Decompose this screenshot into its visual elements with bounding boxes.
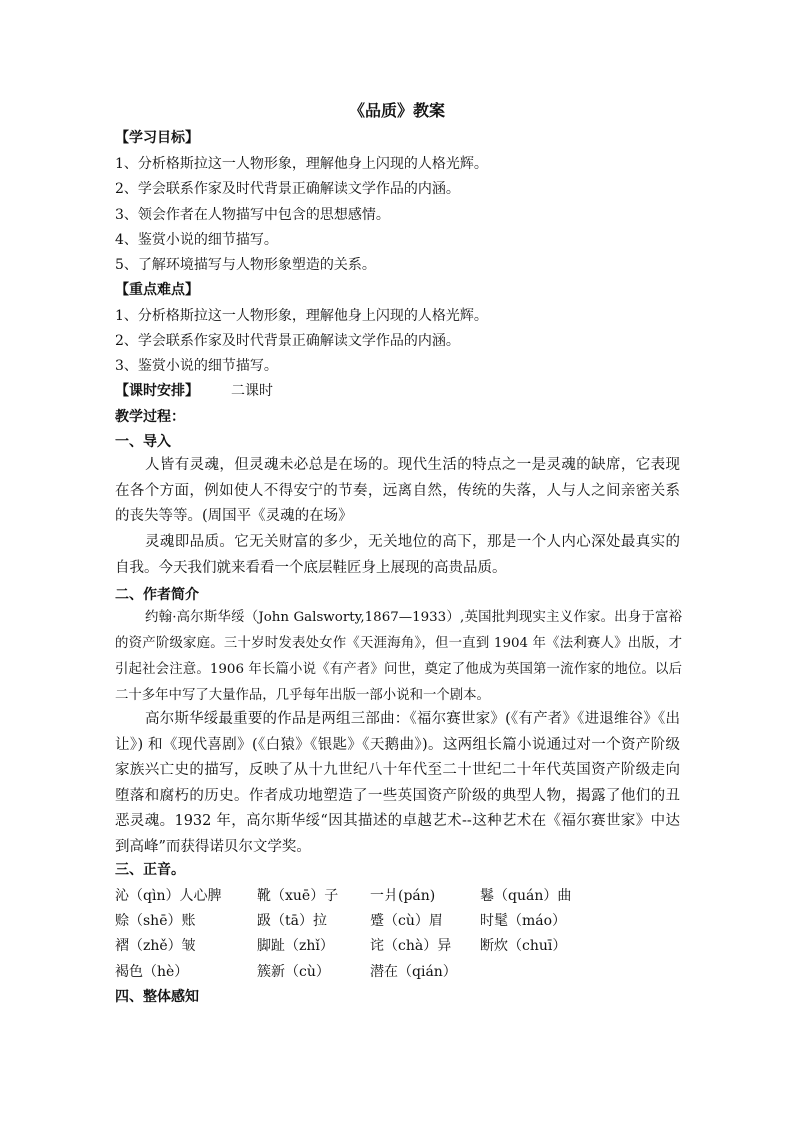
objective-item: 5、了解环境描写与人物形象塑造的关系。 [115, 257, 376, 273]
schedule-line [115, 381, 685, 401]
key-point-item: 1、分析格斯拉这一人物形象，理解他身上闪现的人格光辉。 [115, 308, 488, 324]
pronunciation-item: 簇新（cù） [257, 964, 330, 980]
section-heading-intro: 一、导入 [115, 434, 171, 450]
pronunciation-item: 赊（shē）账 [115, 913, 196, 929]
objectives-heading: 【学习目标】 [115, 130, 199, 146]
key-point-item: 2、学会联系作家及时代背景正确解读文学作品的内涵。 [115, 333, 460, 349]
pronunciation-item: 褐色（hè） [115, 964, 189, 980]
page-title: 《品质》教案 [348, 101, 445, 120]
pronunciation-item: 蹙（cù）眉 [370, 913, 443, 929]
author-paragraph: 约翰·高尔斯华绥（John Galsworty,1867—1933）,英国批判现实主义作家。出身于富裕的资产阶级家庭。三十岁时发表处女作《天涯海角》，但一直到 1904 年《法利赛人》出版，才引起社会注意。1906 年长篇小说《有产者》问世，奠定了他成为英国第一流作家的地位。以后二十多年中写了大量作品，几乎每年出版一部小说和一个剧本。 [115, 610, 682, 703]
pronunciation-item: 断炊（chuī） [480, 938, 567, 954]
schedule-heading: 【课时安排】 [115, 383, 199, 399]
objective-item: 2、学会联系作家及时代背景正确解读文学作品的内涵。 [115, 181, 460, 197]
pronunciation-item: 褶（zhě）皱 [115, 938, 196, 954]
author-paragraph: 高尔斯华绥最重要的作品是两组三部曲：《福尔赛世家》(《有产者》《进退维谷》《出让》) 和《现代喜剧》(《白猿》《银匙》《天鹅曲》)。这两组长篇小说通过对一个资产阶级家族兴亡史的描写，反映了从十九世纪八十年代至二十世纪二十年代英国资产阶级走向堕落和腐朽的历史。作者成功地塑造了一些英国资产阶级的典型人物，揭露了他们的丑恶灵魂。1932 年，高尔斯华绥“因其描述的卓越艺术--这种艺术在《福尔赛世家》中达到高峰”而获得诺贝尔文学奖。 [115, 711, 680, 855]
objective-item: 1、分析格斯拉这一人物形象，理解他身上闪现的人格光辉。 [115, 156, 488, 172]
schedule-value: 二课时 [231, 383, 273, 399]
intro-paragraph: 人皆有灵魂，但灵魂未必总是在场的。现代生活的特点之一是灵魂的缺席，它表现在各个方面，例如使人不得安宁的节奏，远离自然，传统的失落，人与人之间亲密关系的丧失等等。(周国平《灵魂的在场》 [115, 457, 680, 524]
objective-item: 4、鉴赏小说的细节描写。 [115, 232, 278, 248]
pronunciation-item: 靴（xuē）子 [257, 888, 339, 904]
intro-paragraph: 灵魂即品质。它无关财富的多少，无关地位的高下，那是一个人内心深处最真实的自我。今天我们就来看看一个底层鞋匠身上展现的高贵品质。 [115, 534, 680, 576]
pronunciation-item: 趿（tā）拉 [257, 913, 327, 929]
key-point-item: 3、鉴赏小说的细节描写。 [115, 358, 278, 374]
process-heading: 教学过程： [115, 409, 185, 425]
section-heading-pronunciation: 三、正音。 [115, 862, 185, 878]
pronunciation-item: 沁（qìn）人心脾 [115, 888, 222, 904]
section-heading-overview: 四、整体感知 [115, 989, 199, 1005]
pronunciation-item: 鬈（quán）曲 [480, 888, 572, 904]
pronunciation-item: 一爿(pán) [370, 888, 436, 904]
section-heading-author: 二、作者简介 [115, 587, 199, 603]
key-points-heading: 【重点难点】 [115, 282, 199, 298]
pronunciation-item: 时髦（máo） [480, 913, 567, 929]
objective-item: 3、领会作者在人物描写中包含的思想感情。 [115, 207, 390, 223]
pronunciation-item: 脚趾（zhǐ） [257, 938, 334, 954]
pronunciation-item: 诧（chà）异 [370, 938, 452, 954]
pronunciation-item: 潜在（qián） [370, 964, 457, 980]
